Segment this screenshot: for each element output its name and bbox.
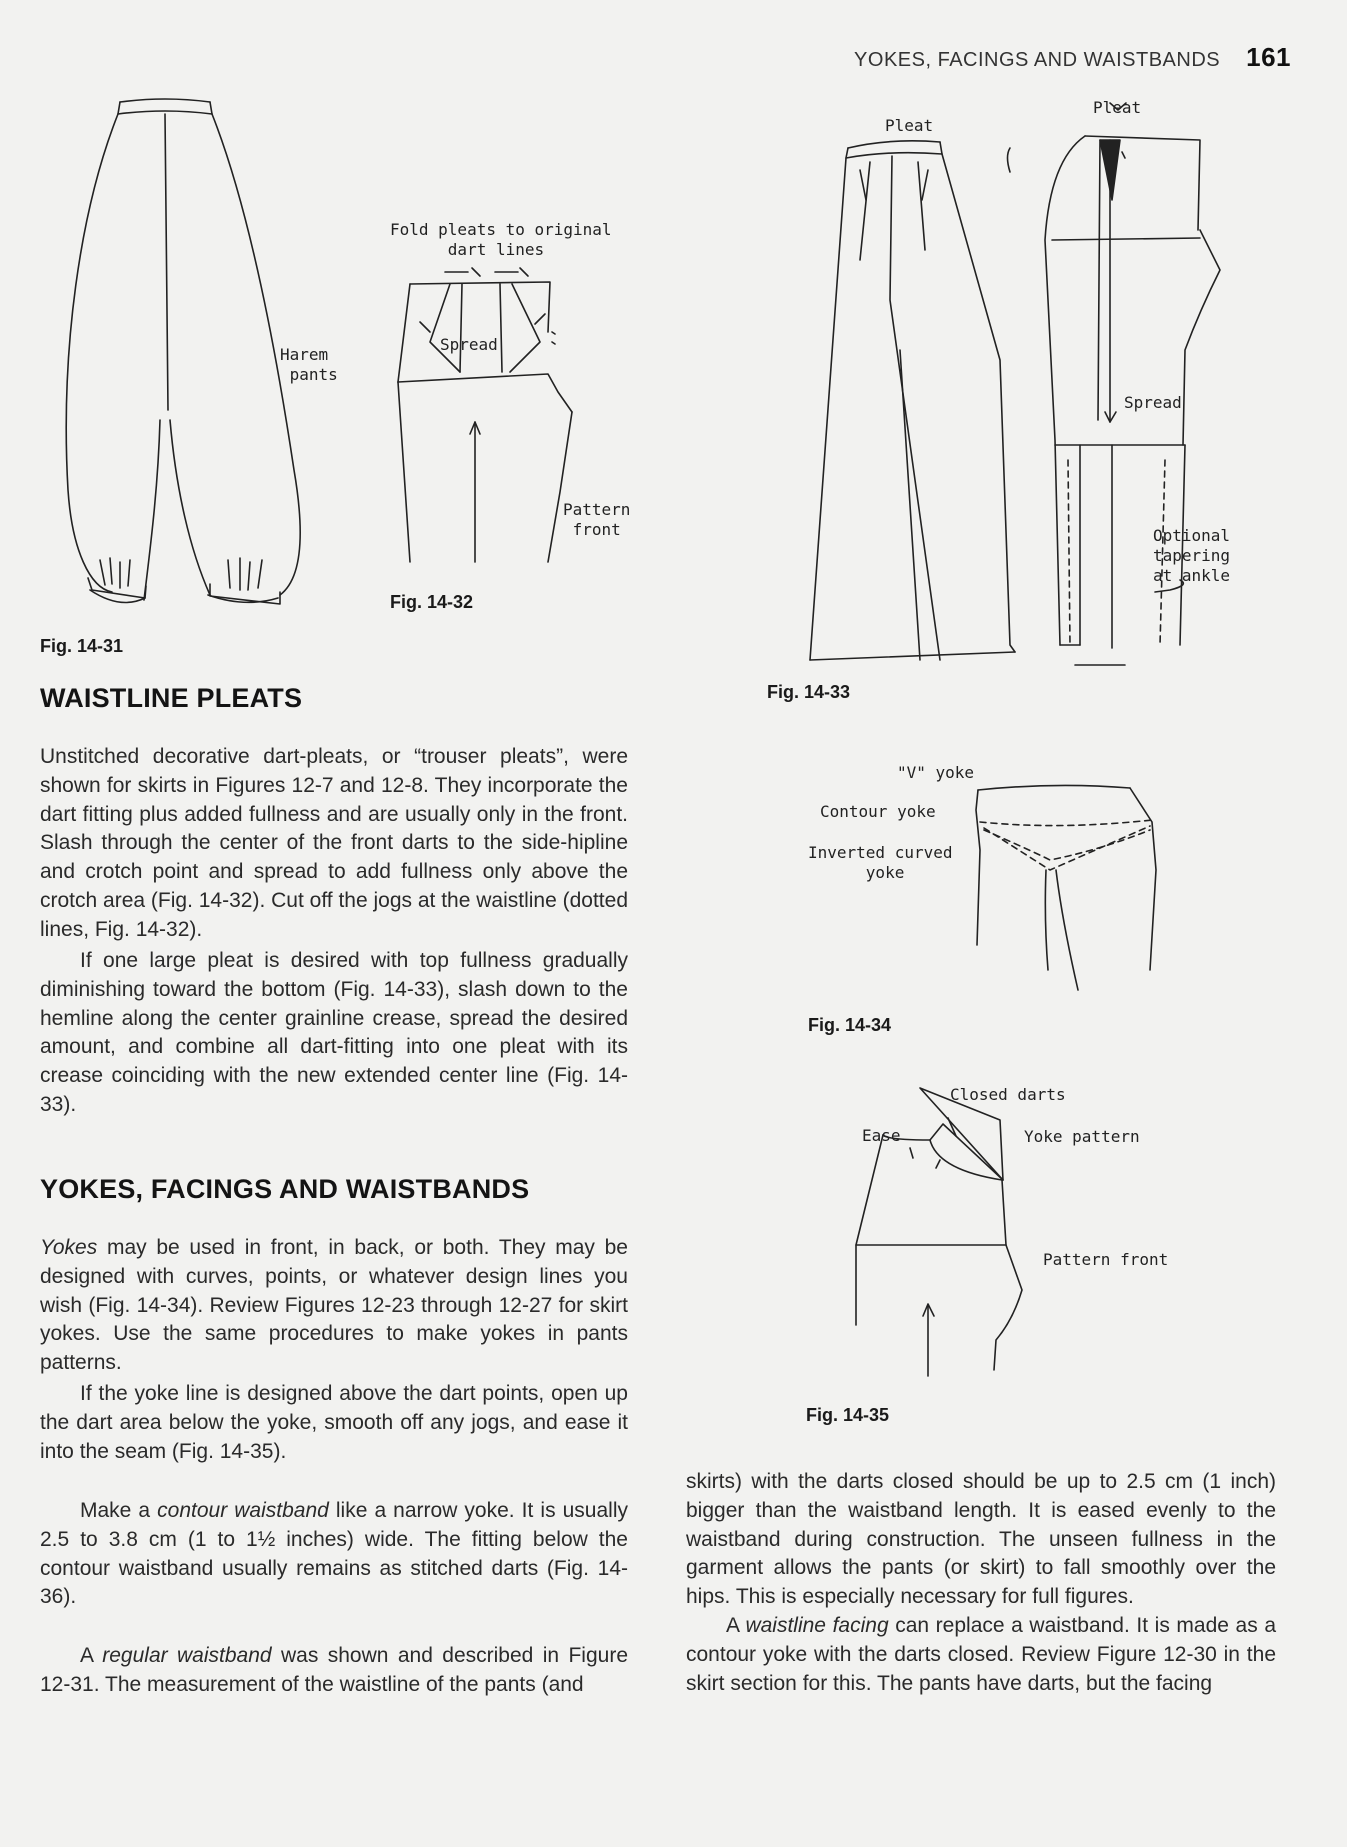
closed-darts-label: Closed darts [950, 1085, 1066, 1104]
ease-label: Ease [862, 1126, 901, 1145]
v-yoke-label: "V" yoke [897, 763, 975, 782]
waistline-facing-paragraph: A waistline facing can replace a waistband. It is made as a contour yoke with the darts closed. Review Figure 12-30 in the skirt section for this. The pants have darts, but the facing [686, 1614, 1277, 1695]
yokes-paragraph-1: Yokes may be used in front, in back, or both. They may be designed with curves, points, or whatever design lines you wish (Fig. 14-34). Review Figures 12-23 through 12-27 for skirt yokes. Use the same procedures to make yokes in pants patterns. [40, 1236, 628, 1375]
regular-waistband-paragraph: A regular waistband was shown and described in Figure 12-31. The measurement of the waistline of the pants (and [40, 1644, 629, 1696]
fig-14-34-yokes [970, 770, 1170, 990]
pattern-front-label-35: Pattern front [1043, 1250, 1169, 1269]
pattern-front-label: Pattern front [563, 500, 631, 539]
right-column-paragraph-1: skirts) with the darts closed should be up to 2.5 cm (1 inch) bigger than the waistband length. It is eased evenly to the waistband during construction. The unseen fullness in the garment allows the pants (or skirt) to fall smoothly over the hips. This is especially necessary for full figures. [686, 1470, 1276, 1609]
fig-14-34-caption: Fig. 14-34 [808, 1015, 892, 1035]
yoke-pattern-label: Yoke pattern [1024, 1127, 1140, 1146]
waistline-pleats-heading: WAISTLINE PLEATS [40, 683, 303, 713]
fig-14-32-caption: Fig. 14-32 [390, 592, 474, 612]
inverted-yoke-label: Inverted curved yoke [808, 843, 953, 882]
fig-14-32-spread-label: Spread [440, 335, 498, 354]
pleat-label-right: Pleat [1093, 98, 1142, 117]
fig-14-35-caption: Fig. 14-35 [806, 1405, 890, 1425]
contour-waistband-paragraph: Make a contour waistband like a narrow yoke. It is usually 2.5 to 3.8 cm (1 to 1½ inches) wide. The fitting below the contour waistband usually remains as stitched darts (Fig. 14-36). [40, 1499, 628, 1609]
fig-14-35-yoke-pattern [848, 1080, 1048, 1380]
fig-14-33-caption: Fig. 14-33 [767, 682, 851, 702]
fig-14-31-caption: Fig. 14-31 [40, 636, 124, 656]
running-header [854, 42, 1291, 73]
fold-pleats-note: Fold pleats to original dart lines [390, 220, 612, 259]
optional-tapering-label: Optional tapering at ankle [1153, 526, 1231, 585]
contour-yoke-label: Contour yoke [820, 802, 936, 821]
harem-pants-label: Harem pants [280, 345, 338, 384]
yokes-heading: YOKES, FACINGS AND WAISTBANDS [40, 1174, 530, 1204]
header-title: YOKES, FACINGS AND WAISTBANDS [854, 49, 1221, 71]
pleat-label-left: Pleat [885, 116, 934, 135]
fig-14-32-pattern [390, 262, 590, 562]
fig-14-33-trousers [800, 100, 1200, 660]
yokes-paragraph-2: If the yoke line is designed above the dart points, open up the dart area below the yoke, smooth off any jogs, and ease it into the seam (Fig. 14-35). [40, 1382, 628, 1463]
waistline-pleats-paragraph-2: If one large pleat is desired with top fullness gradually diminishing toward the bottom (Fig. 14-33), slash down to the hemline along the center grainline crease, spread the desired amount, and combine all dart-fitting into one pleat with its crease coinciding with the new extended center line (Fig. 14-33). [40, 949, 628, 1116]
page-number: 161 [1246, 42, 1291, 72]
fig-14-33-spread-label: Spread [1124, 393, 1182, 412]
waistline-pleats-paragraph-1: Unstitched decorative dart-pleats, or “trouser pleats”, were shown for skirts in Figures 12-7 and 12-8. They incorporate the dart fitting plus added fullness and are usually only in the front. Slash through the center of the front darts to the side-hipline and crotch point and spread to add fullness only above the crotch area (Fig. 14-32). Cut off the jogs at the waistline (dotted lines, Fig. 14-32). [40, 745, 628, 941]
